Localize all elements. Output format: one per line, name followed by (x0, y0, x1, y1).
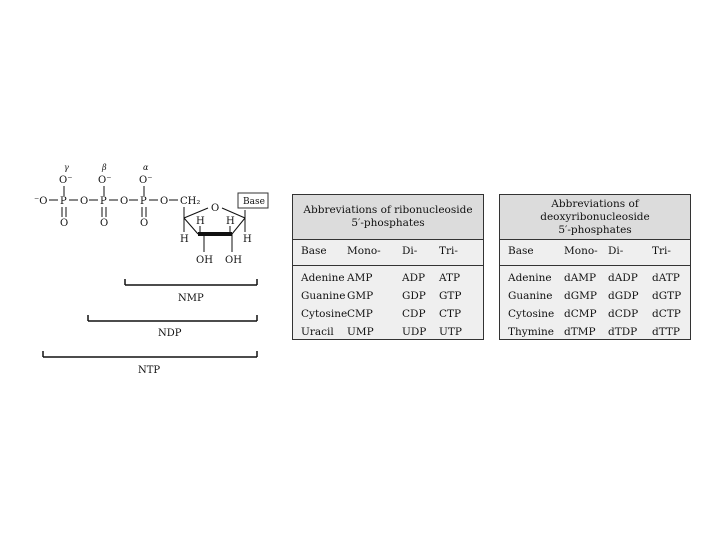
column-header-base: Base (508, 245, 534, 257)
base-cell: Uracil (301, 326, 334, 338)
di-cell: GDP (402, 290, 426, 302)
alpha-p: P (140, 196, 147, 207)
base-cell: Cytosine (508, 308, 555, 320)
h-right: H (243, 234, 252, 245)
table-body (500, 266, 690, 343)
column-header-base: Base (301, 245, 327, 257)
di-cell: dADP (608, 272, 638, 284)
di-cell: dGDP (608, 290, 639, 302)
h-left: H (180, 234, 189, 245)
table-title-line2: 5′-phosphates (558, 223, 632, 236)
h-inner-left: H (196, 216, 205, 227)
ndp-bracket (88, 315, 257, 321)
ch2-group: CH₂ (180, 196, 201, 207)
nmp-label: NMP (178, 293, 204, 304)
terminal-o-minus: ⁻O (34, 196, 48, 207)
table-title-line1: Abbreviations of deoxyribonucleoside (540, 197, 650, 223)
mono-cell: dTMP (564, 326, 596, 338)
alpha-label: α (143, 163, 149, 172)
nucleotide-structure-diagram (0, 150, 290, 390)
deoxyribonucleoside-table (499, 194, 691, 340)
table-row (500, 325, 690, 343)
tri-cell: ATP (439, 272, 461, 284)
tri-cell: dCTP (652, 308, 681, 320)
ring-oxygen: O (211, 203, 220, 214)
base-cell: Thymine (508, 326, 554, 338)
mono-cell: GMP (347, 290, 374, 302)
table-row (500, 307, 690, 325)
bridge-o-3: O (160, 196, 169, 207)
di-cell: UDP (402, 326, 427, 338)
base-cell: Guanine (301, 290, 346, 302)
di-cell: dTDP (608, 326, 638, 338)
di-cell: dCDP (608, 308, 639, 320)
column-header-tri: Tri- (439, 245, 458, 257)
nmp-bracket (125, 279, 257, 285)
mono-cell: AMP (347, 272, 373, 284)
h-inner-right: H (226, 216, 235, 227)
bridge-o-2: O (120, 196, 129, 207)
table-title-line2: 5′-phosphates (351, 217, 425, 229)
base-cell: Adenine (508, 272, 552, 284)
table-header (293, 195, 483, 240)
column-headers (500, 240, 690, 266)
ntp-label: NTP (138, 365, 161, 376)
table-title-line1: Abbreviations of ribonucleoside (303, 204, 473, 216)
gamma-p: P (60, 196, 67, 207)
tri-cell: CTP (439, 308, 462, 320)
beta-o-minus: O⁻ (98, 175, 112, 186)
bridge-o-1: O (80, 196, 89, 207)
table-row (500, 289, 690, 307)
beta-o: O (100, 218, 109, 229)
mono-cell: dCMP (564, 308, 597, 320)
base-cell: Guanine (508, 290, 553, 302)
column-header-di: Di- (608, 245, 624, 257)
column-headers (293, 240, 483, 266)
table-row (293, 307, 483, 325)
base-label: Base (243, 197, 265, 207)
oh-right: OH (225, 255, 242, 266)
mono-cell: dGMP (564, 290, 597, 302)
table-row (293, 271, 483, 289)
mono-cell: UMP (347, 326, 374, 338)
ndp-label: NDP (158, 328, 182, 339)
table-body (293, 266, 483, 343)
column-header-di: Di- (402, 245, 418, 257)
base-cell: Cytosine (301, 308, 348, 320)
tri-cell: dGTP (652, 290, 682, 302)
gamma-o: O (60, 218, 69, 229)
tri-cell: dTTP (652, 326, 680, 338)
alpha-o: O (140, 218, 149, 229)
di-cell: CDP (402, 308, 426, 320)
table-header (500, 195, 690, 240)
ntp-bracket (43, 351, 257, 357)
table-row (293, 289, 483, 307)
column-header-mono: Mono- (564, 245, 598, 257)
alpha-o-minus: O⁻ (139, 175, 153, 186)
mono-cell: CMP (347, 308, 373, 320)
gamma-o-minus: O⁻ (59, 175, 73, 186)
table-row (293, 325, 483, 343)
oh-left: OH (196, 255, 213, 266)
di-cell: ADP (402, 272, 426, 284)
beta-p: P (100, 196, 107, 207)
beta-label: β (102, 163, 107, 172)
column-header-tri: Tri- (652, 245, 671, 257)
table-row (500, 271, 690, 289)
mono-cell: dAMP (564, 272, 597, 284)
gamma-label: γ (64, 163, 69, 172)
tri-cell: GTP (439, 290, 462, 302)
base-cell: Adenine (301, 272, 345, 284)
ribonucleoside-table (292, 194, 484, 340)
tri-cell: UTP (439, 326, 462, 338)
column-header-mono: Mono- (347, 245, 381, 257)
tri-cell: dATP (652, 272, 680, 284)
